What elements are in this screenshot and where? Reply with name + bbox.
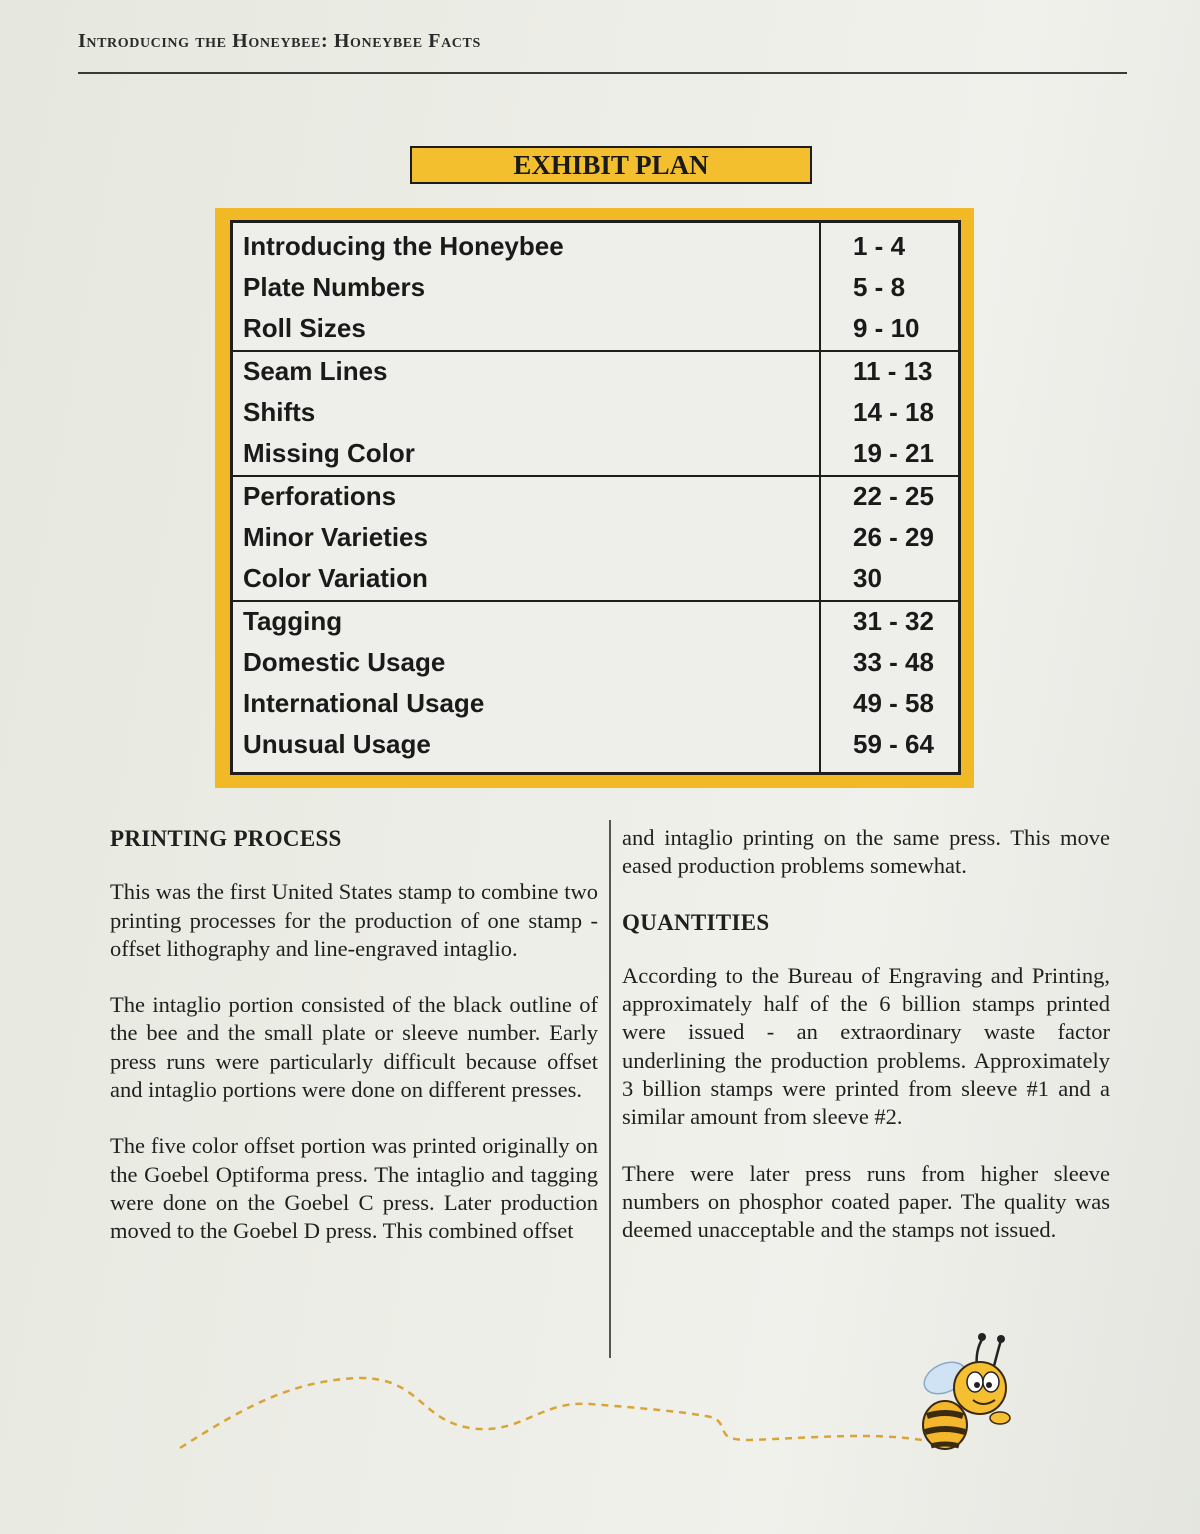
plan-row-name: Perforations: [243, 481, 397, 511]
plan-row-name: International Usage: [243, 688, 485, 718]
right-column: [622, 824, 1110, 1273]
plan-row: [233, 352, 958, 393]
printing-paragraph: The five color offset portion was printed originally on the Goebel Optiforma press. The intaglio and tagging were done on the Goebel C press. Later production moved to the Goebel D press. This combined offset: [110, 1133, 598, 1244]
plan-row: [233, 559, 958, 600]
plan-row-pages: 33 - 48: [853, 647, 934, 677]
quantities-heading: QUANTITIES: [622, 909, 770, 935]
plan-row-pages: 26 - 29: [853, 522, 934, 552]
exhibit-plan-table: [230, 220, 961, 775]
plan-group: [233, 602, 958, 768]
plan-row-name: Plate Numbers: [243, 272, 426, 302]
plan-row-pages: 9 - 10: [853, 313, 920, 343]
plan-row-name: Tagging: [243, 606, 343, 636]
plan-row-pages: 11 - 13: [853, 356, 933, 386]
bee-icon: [905, 1330, 1020, 1460]
plan-row: [233, 518, 958, 559]
plan-row: [233, 643, 958, 684]
left-column: [110, 825, 598, 1274]
plan-row-name: Domestic Usage: [243, 647, 446, 677]
plan-row-pages: 1 - 4: [853, 231, 906, 261]
plan-row-name: Unusual Usage: [243, 729, 431, 759]
plan-row-pages: 14 - 18: [853, 397, 934, 427]
plan-group: [233, 477, 958, 602]
plan-row-name: Shifts: [243, 397, 316, 427]
exhibit-plan-title: EXHIBIT PLAN: [410, 146, 812, 184]
plan-row: [233, 227, 958, 268]
printing-paragraph: This was the first United States stamp to combine two printing processes for the production of one stamp - offset lithography and line-engraved intaglio.: [110, 879, 598, 961]
plan-row: [233, 268, 958, 309]
plan-row-pages: 22 - 25: [853, 481, 934, 511]
plan-row: [233, 684, 958, 725]
plan-row: [233, 309, 958, 350]
plan-row: [233, 477, 958, 518]
quantities-paragraph: There were later press runs from higher sleeve numbers on phosphor coated paper. The quality was deemed unacceptable and the stamps not issued.: [622, 1160, 1110, 1243]
plan-row-pages: 19 - 21: [853, 438, 934, 468]
plan-row-name: Roll Sizes: [243, 313, 366, 343]
plan-column-divider: [819, 223, 821, 772]
plan-row: [233, 602, 958, 643]
printing-paragraph: and intaglio printing on the same press. This move eased production problems somewhat.: [622, 825, 1110, 879]
plan-row: [233, 725, 958, 766]
printing-process-heading: PRINTING PROCESS: [110, 826, 342, 851]
printing-paragraph: The intaglio portion consisted of the black outline of the bee and the small plate or sleeve number. Early press runs were particularly difficult because offset and intaglio portions were done on different presses.: [110, 992, 598, 1103]
plan-row-name: Introducing the Honeybee: [243, 231, 564, 261]
plan-row-pages: 30: [853, 563, 882, 593]
quantities-paragraph: According to the Bureau of Engraving and Printing, approximately half of the 6 billion stamps printed were issued - an extraordinary waste factor underlining the production problems. Approximately 3 billion stamps were printed from sleeve #1 and a similar amount from sleeve #2.: [622, 962, 1110, 1130]
header-rule: [78, 72, 1127, 74]
plan-row-name: Seam Lines: [243, 356, 388, 386]
column-divider: [609, 820, 611, 1358]
plan-row-pages: 5 - 8: [853, 272, 906, 302]
bee-flight-trail: [170, 1360, 930, 1470]
plan-row: [233, 393, 958, 434]
plan-row-pages: 59 - 64: [853, 729, 934, 759]
page-header-title: Introducing the Honeybee: Honeybee Facts: [78, 30, 481, 52]
plan-row-pages: 49 - 58: [853, 688, 934, 718]
plan-row-name: Missing Color: [243, 438, 415, 468]
plan-group: [233, 352, 958, 477]
plan-row-pages: 31 - 32: [853, 606, 934, 636]
plan-group: [233, 223, 958, 352]
plan-row-name: Minor Varieties: [243, 522, 428, 552]
plan-row-name: Color Variation: [243, 563, 428, 593]
plan-row: [233, 434, 958, 475]
